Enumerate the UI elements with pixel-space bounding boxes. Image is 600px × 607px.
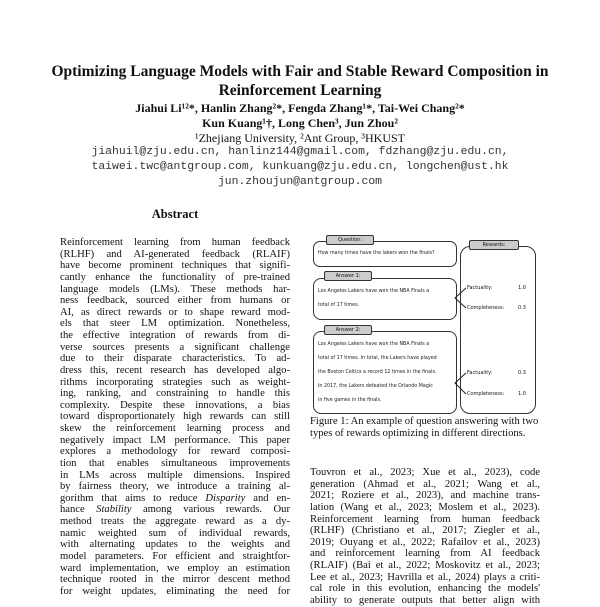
reward-name: Completeness:: [467, 305, 505, 311]
text-line: explores a methodology for reward composi-: [60, 446, 290, 458]
text-line: hance Stability among various rewards. Our: [60, 504, 290, 516]
text-line: Touvron et al., 2023; Xue et al., 2023), code: [310, 467, 540, 478]
text-line: 2019; Ouyang et al., 2022; Rafailov et al., 2023): [310, 536, 540, 548]
text-line: els that steer LM optimization. Nonetheless,: [60, 318, 290, 330]
text-line: ability to generate outputs that better align with: [310, 594, 540, 606]
reward-value: 0.3: [518, 305, 526, 311]
answer-line: Los Angeles Lakers have won the NBA Finals a: [318, 289, 430, 294]
text-line: generation (Ahmad et al., 2021; Wang et al.,: [310, 478, 540, 490]
abstract-body: [60, 237, 290, 597]
text-line: Lee et al., 2023; Havrilla et al., 2024) plays a criti-: [310, 571, 540, 583]
text-line: the effective integration of rewards from di-: [60, 330, 290, 341]
email-line: jiahuil@zju.edu.cn, hanlinz144@gmail.com, fdzhang@zju.edu.cn,: [91, 146, 509, 158]
text-line: 2021; Roziere et al., 2023), and machine trans-: [310, 490, 540, 502]
authors-line: Kun Kuang¹†, Long Chen³, Jun Zhou²: [202, 116, 398, 130]
text-line: ward implementation, we employ an estimation: [60, 562, 290, 574]
answer-line: In 2017, the Lakers defeated the Orlando Magic: [318, 384, 433, 389]
text-line: gorithm that aims to reduce Disparity and en-: [60, 492, 290, 504]
abstract-heading: Abstract: [151, 207, 199, 221]
reward-name: Factuality:: [467, 370, 493, 376]
answer-line: Los Angeles Lakers have won the NBA Finals a: [318, 342, 430, 347]
text-line: namic weighted sum of individual rewards,: [60, 527, 290, 539]
answer-line: in five games in the finals.: [318, 398, 382, 403]
reward-value: 1.0: [518, 391, 526, 397]
text-line: cantly enhance the functionality of pre-trained: [60, 271, 290, 283]
text-line: and reinforcement learning from AI feedback: [310, 548, 540, 560]
text-line: Reinforcement learning from human feedback: [60, 237, 290, 248]
text-line: method treats the aggregate reward as a dy-: [60, 516, 290, 527]
email-line: jun.zhoujun@antgroup.com: [217, 176, 383, 188]
text-line: language models (LMs). These methods har-: [60, 283, 290, 295]
paper-title: [40, 62, 560, 100]
author-list: [40, 101, 560, 131]
text-line: with alternating updates to the weights and: [60, 539, 290, 551]
title-line: Optimizing Language Models with Fair and Stable Reward Composition in: [51, 63, 549, 80]
text-line: (RLHF) and AI-generated feedback (RLAIF): [60, 248, 290, 260]
text-line: model parameters. For efficient and straightfor-: [60, 550, 290, 562]
text-line: negatively impact LM performance. This paper: [60, 434, 290, 446]
text-line: ness feedback, sourced either from humans or: [60, 295, 290, 307]
answer-1-tab: Answer 1:: [324, 271, 372, 281]
email-line: taiwei.twc@antgroup.com, kunkuang@zju.edu.cn, longchen@ust.hk: [91, 161, 509, 173]
text-line: in LMs across multiple dimensions. Inspired: [60, 469, 290, 481]
text-line: technique rooted in the mirror descent method: [60, 574, 290, 586]
text-line: for weight updates, eliminating the need for: [60, 585, 290, 597]
answer-2-tab: Answer 2:: [324, 325, 372, 335]
title-line: Reinforcement Learning: [218, 82, 382, 99]
text-line: toward disproportionately high rewards can still: [60, 411, 290, 423]
text-line: ing, ranking, and constraining to handle this: [60, 388, 290, 400]
text-line: rithms incorporating strategies such as weight-: [60, 376, 290, 388]
text-line: complexity. Despite these innovations, a bias: [60, 399, 290, 411]
text-line: Reinforcement learning from human feedback: [310, 513, 540, 525]
answer-line: total of 17 times. In total, the Lakers have played: [318, 356, 437, 361]
reward-name: Completeness:: [467, 391, 505, 397]
answer-1-text: [314, 279, 456, 313]
text-line: cal role in this evolution, enhancing the models': [310, 583, 540, 595]
text-line: (RLAIF) (Bai et al., 2022; Moskovitz et al., 2023;: [310, 560, 540, 571]
intro-body: [310, 467, 540, 607]
text-line: verse sources presents a significant challenge: [60, 341, 290, 353]
question-tab: Question:: [326, 235, 374, 245]
text-line: (RLHF) (Christiano et al., 2017; Ziegler et al.,: [310, 525, 540, 537]
authors-line: Jiahui Li¹²*, Hanlin Zhang²*, Fengda Zhang¹*, Tai-Wei Chang²*: [135, 101, 465, 115]
rewards-box: [460, 246, 536, 414]
reward-name: Factuality:: [467, 285, 493, 291]
text-line: due to their disparate characteristics. To ad-: [60, 353, 290, 365]
answer-2-text: [314, 332, 456, 408]
question-text: How many times have the lakers won the finals?: [318, 251, 435, 256]
text-line: skew the reinforcement learning process and: [60, 423, 290, 434]
text-line: dress this, recent research has developed algo-: [60, 364, 290, 376]
affiliations: ¹Zhejiang University, ²Ant Group, ³HKUST: [195, 131, 405, 145]
reward-value: 1.0: [518, 285, 526, 291]
text-line: AI, as direct rewards or to shape reward mod-: [60, 306, 290, 318]
figure-caption: Figure 1: An example of question answering with two types of rewards optimizing in different directions.: [310, 416, 539, 439]
answer-2-box: [313, 331, 457, 414]
text-line: by fairness theory, we introduce a training al-: [60, 481, 290, 493]
rewards-tab: Rewards:: [469, 240, 519, 250]
text-line: have become prominent techniques that signifi-: [60, 260, 290, 272]
text-line: tion that enables simultaneous improvements: [60, 457, 290, 469]
answer-line: the Boston Celtics a record 12 times in the finals.: [318, 370, 437, 375]
text-line: lation (Wang et al., 2023; Moslem et al., 2023).: [310, 501, 540, 513]
emails: [40, 145, 560, 190]
answer-1-box: [313, 278, 457, 320]
reward-value: 0.3: [518, 370, 526, 376]
answer-line: total of 17 times.: [318, 303, 360, 308]
